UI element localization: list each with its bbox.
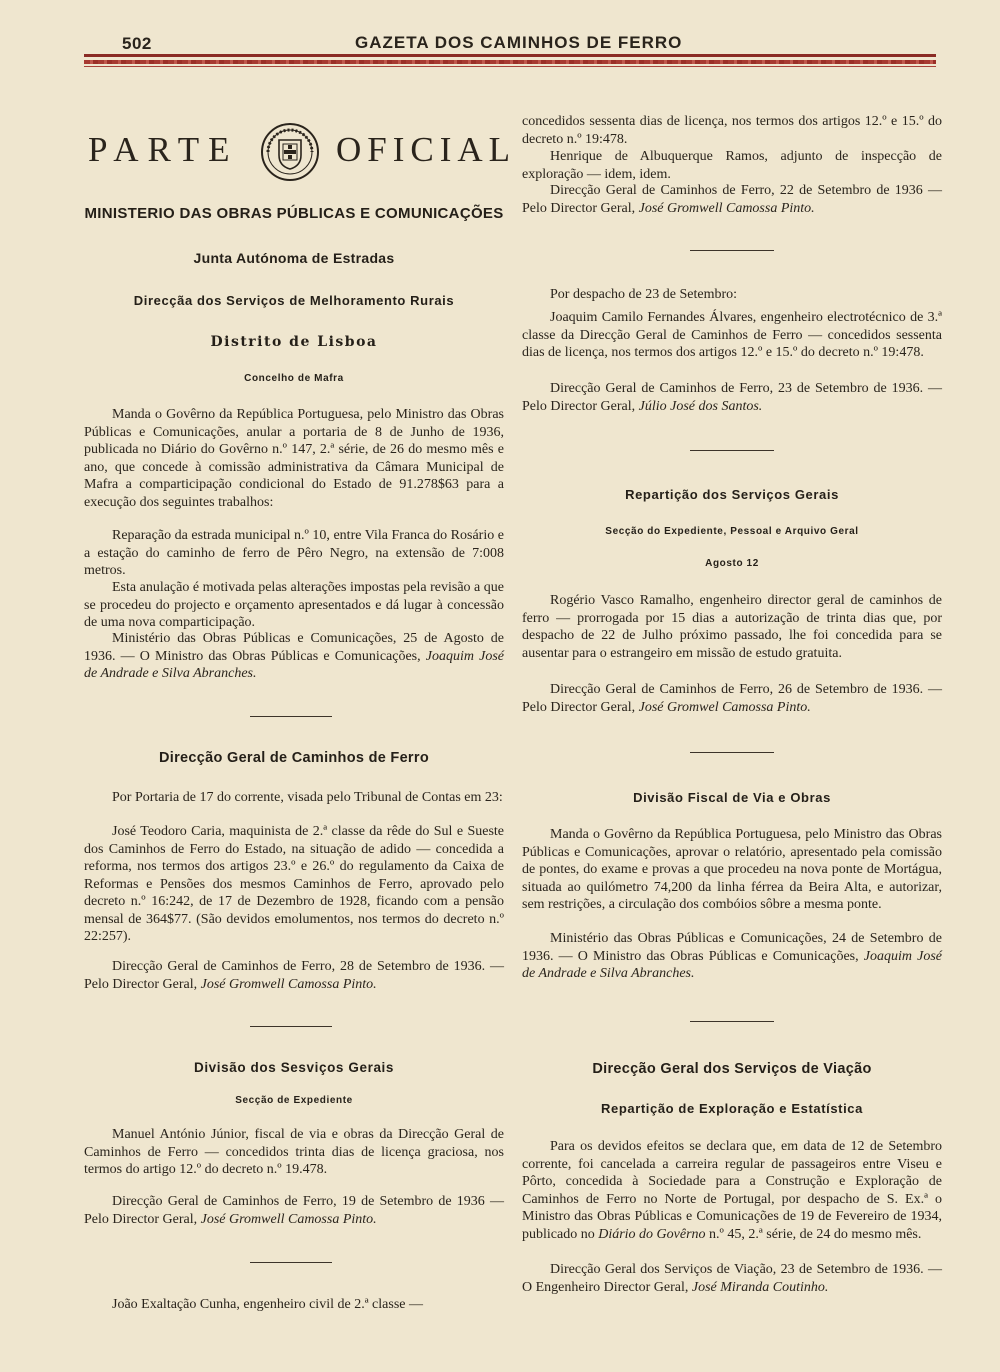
seccao-expediente-heading: Secção de Expediente (235, 1095, 353, 1106)
concelho-heading: Concelho de Mafra (244, 373, 344, 384)
signature-dateline: Ministério das Obras Públicas e Comunicações, 24 de Setembro de 1936. — O Ministro das Obras Públicas e Comunicações, (522, 931, 942, 964)
paragraph-joao-cunha: João Exaltação Cunha, engenheiro civil de 2.ª classe — (112, 1297, 423, 1312)
paragraph-assinatura-ministro-2 (522, 930, 942, 983)
body-text: Para os devidos efeitos se declara que, em data de 12 de Setembro corrente, foi cancelada a carreira regular de passageiros entre Viseu e Pôrto, concedida à Sociedade para a Construção e Exploração de Caminhos de Ferro no Norte de Portugal, por despacho de S. Ex.ª o Ministro das Obras Públicas e Comunicações de 19 de Fevereiro de 1934, publicado no (522, 1139, 942, 1242)
reparticao-exploracao-heading: Repartição de Exploração e Estatística (601, 1101, 863, 1116)
section-divider (690, 450, 774, 451)
signature-dateline: Direcção Geral dos Serviços de Viação, 23 de Setembro de 1936. — O Engenheiro Director Geral, (522, 1262, 942, 1295)
paragraph-reforma: José Teodoro Caria, maquinista de 2.ª classe da rêde do Sul e Sueste dos Caminhos de Ferro do Estado, na situação de adido — concedida a reforma, nos termos dos artigos 23.º e 26.º do regulamento da Caixa de Reformas e Pensões dos mesmos Caminhos de Ferro, aprovado pelo decreto n.º 16:242, de 17 de Dezembro de 1928, ficando com a pensão mensal de 364$77. (São devidos emolumentos, nos termos do decreto n.º 22:257). (84, 824, 504, 944)
section-divider (250, 716, 332, 717)
date-heading: Agosto 12 (705, 558, 759, 569)
paragraph-assinatura-ministro (84, 630, 504, 683)
signature-dateline: Ministério das Obras Públicas e Comunicações, 25 de Agosto de 1936. — O Ministro das Obras Públicas e Comunicações, (84, 631, 504, 664)
banner-left-word: PARTE (88, 130, 239, 169)
coat-of-arms-icon (260, 122, 320, 182)
paragraph-continuacao-licenca: concedidos sessenta dias de licença, nos termos dos artigos 12.º e 15.º do decreto n.º 19:478. (522, 114, 942, 147)
section-divider (250, 1262, 332, 1263)
signature-name: Joaquim José de Andrade e Silva Abranches. (84, 648, 504, 681)
paragraph-portaria: Por Portaria de 17 do corrente, visada pelo Tribunal de Contas em 23: (112, 790, 503, 805)
paragraph-ponte-mortagua: Manda o Govêrno da República Portuguesa, pelo Ministro das Obras Públicas e Comunicações, aprovar o relatório, apresentado pela comissão de pontes, do exame e provas a que procedeu na nova ponte de Mortágua, situada ao quilómetro 74,200 da linha férrea da Beira Alta, e autorizar, sem restrições, a circulação dos combóios sôbre a mesma ponte. (522, 827, 942, 912)
signature-name: Júlio José dos Santos. (638, 398, 763, 414)
paragraph-carreira-cancelada (522, 1138, 942, 1243)
paragraph-portaria-anulacao: Manda o Govêrno da República Portuguesa, pelo Ministro das Obras Públicas e Comunicações, anular a portaria de 8 de Junho de 1936, publicada no Diário do Govêrno n.º 147, 2.ª série, de 26 do mesmo mês e ano, que concede à comissão administrativa da Câmara Municipal de Mafra a comparticipação condicional do Estado de 91.278$63 para a execução dos seguintes trabalhos: (84, 407, 504, 510)
paragraph-assinatura-dgsv (522, 1261, 942, 1296)
junta-heading: Junta Autónoma de Estradas (193, 250, 395, 266)
paragraph-licenca-graciosa: Manuel António Júnior, fiscal de via e obras da Direcção Geral de Caminhos de Ferro — concedidos trinta dias de licença graciosa, nos termos do artigo 12.º do decreto n.º 19.478. (84, 1127, 504, 1177)
page-header (0, 0, 1000, 70)
paragraph-assinatura-dgcf-5 (522, 681, 942, 716)
paragraph-anulacao-motivo: Esta anulação é motivada pelas alterações impostas pela revisão a que se procedeu do projecto e orçamento apresentados e dá lugar à concessão de uma nova comparticipação. (84, 580, 504, 630)
page-number: 502 (122, 34, 152, 53)
publication-name: Diário do Govêrno (598, 1226, 706, 1242)
seccao-arquivo-heading: Secção do Expediente, Pessoal e Arquivo Geral (605, 526, 859, 537)
paragraph-assinatura-dgcf-3 (522, 182, 942, 217)
paragraph-assinatura-dgcf-2 (84, 1193, 504, 1228)
signature-dateline: Direcção Geral de Caminhos de Ferro, 23 de Setembro de 1936. — Pelo Director Geral, (522, 381, 942, 414)
section-divider (690, 752, 774, 753)
signature-dateline: Direcção Geral de Caminhos de Ferro, 22 de Setembro de 1936 — Pelo Director Geral, (522, 183, 942, 216)
body-text: n.º 45, 2.ª série, de 24 do mesmo mês. (705, 1226, 922, 1242)
distrito-heading: Distrito de Lisboa (210, 334, 378, 350)
dgcf-heading: Direcção Geral de Caminhos de Ferro (159, 750, 429, 766)
signature-name: Joaquim José de Andrade e Silva Abranches. (522, 948, 942, 981)
signature-name: José Gromwell Camossa Pinto. (638, 200, 815, 216)
paragraph-henrique-ramos: Henrique de Albuquerque Ramos, adjunto de inspecção de exploração — idem, idem. (522, 149, 942, 182)
signature-dateline: Direcção Geral de Caminhos de Ferro, 19 de Setembro de 1936 — Pelo Director Geral, (84, 1194, 504, 1227)
signature-name: José Gromwell Camossa Pinto. (200, 1211, 377, 1227)
signature-name: José Gromwell Camossa Pinto. (200, 976, 377, 992)
header-rule (84, 54, 936, 57)
reparticao-servicos-heading: Repartição dos Serviços Gerais (625, 487, 839, 502)
section-divider (690, 1021, 774, 1022)
paragraph-despacho: Por despacho de 23 de Setembro: (550, 287, 738, 302)
divisao-servicos-heading: Divisão dos Sesviços Gerais (193, 1060, 395, 1075)
paragraph-reparacao: Reparação da estrada municipal n.º 10, entre Vila Franca do Rosário e a estação do caminho de ferro de Pêro Negro, na extensão de 7:008 metros. (84, 528, 504, 578)
paragraph-assinatura-dgcf-4 (522, 380, 942, 415)
signature-dateline: Direcção Geral de Caminhos de Ferro, 26 de Setembro de 1936. — Pelo Director Geral, (522, 682, 942, 715)
ministry-heading: MINISTERIO DAS OBRAS PÚBLICAS E COMUNICAÇÕES (84, 205, 504, 222)
section-banner (84, 122, 517, 182)
dgsv-heading: Direcção Geral dos Serviços de Viação (592, 1061, 872, 1077)
header-rule-thin (84, 66, 936, 67)
direccao-melhoramentos-heading: Direcçãa dos Serviços de Melhoramento Rurais (133, 293, 455, 308)
divisao-fiscal-heading: Divisão Fiscal de Via e Obras (633, 790, 831, 805)
journal-title: GAZETA DOS CAMINHOS DE FERRO (355, 33, 683, 52)
section-divider (690, 250, 774, 251)
section-divider (250, 1026, 332, 1027)
header-ornament-rule (84, 60, 936, 64)
banner-right-word: OFICIAL (336, 130, 517, 169)
paragraph-assinatura-dgcf (84, 958, 504, 993)
paragraph-rogerio-ramalho: Rogério Vasco Ramalho, engenheiro director geral de caminhos de ferro — prorrogada por 15 dias a autorização de trinta dias que, por despacho de 22 de Julho próximo passado, lhe foi concedida para se ausentar para o estrangeiro em missão de estudo gratuita. (522, 593, 942, 661)
signature-dateline: Direcção Geral de Caminhos de Ferro, 28 de Setembro de 1936. — Pelo Director Geral, (84, 959, 504, 992)
signature-name: José Miranda Coutinho. (691, 1279, 829, 1295)
signature-name: José Gromwel Camossa Pinto. (638, 699, 811, 715)
paragraph-joaquim-alvares: Joaquim Camilo Fernandes Álvares, engenheiro electrotécnico de 3.ª classe da Direcção Geral de Caminhos de Ferro — concedidos sessenta dias de licença, nos termos dos artigos 12.º e 15.º do decreto n.º 19:478. (522, 310, 942, 360)
